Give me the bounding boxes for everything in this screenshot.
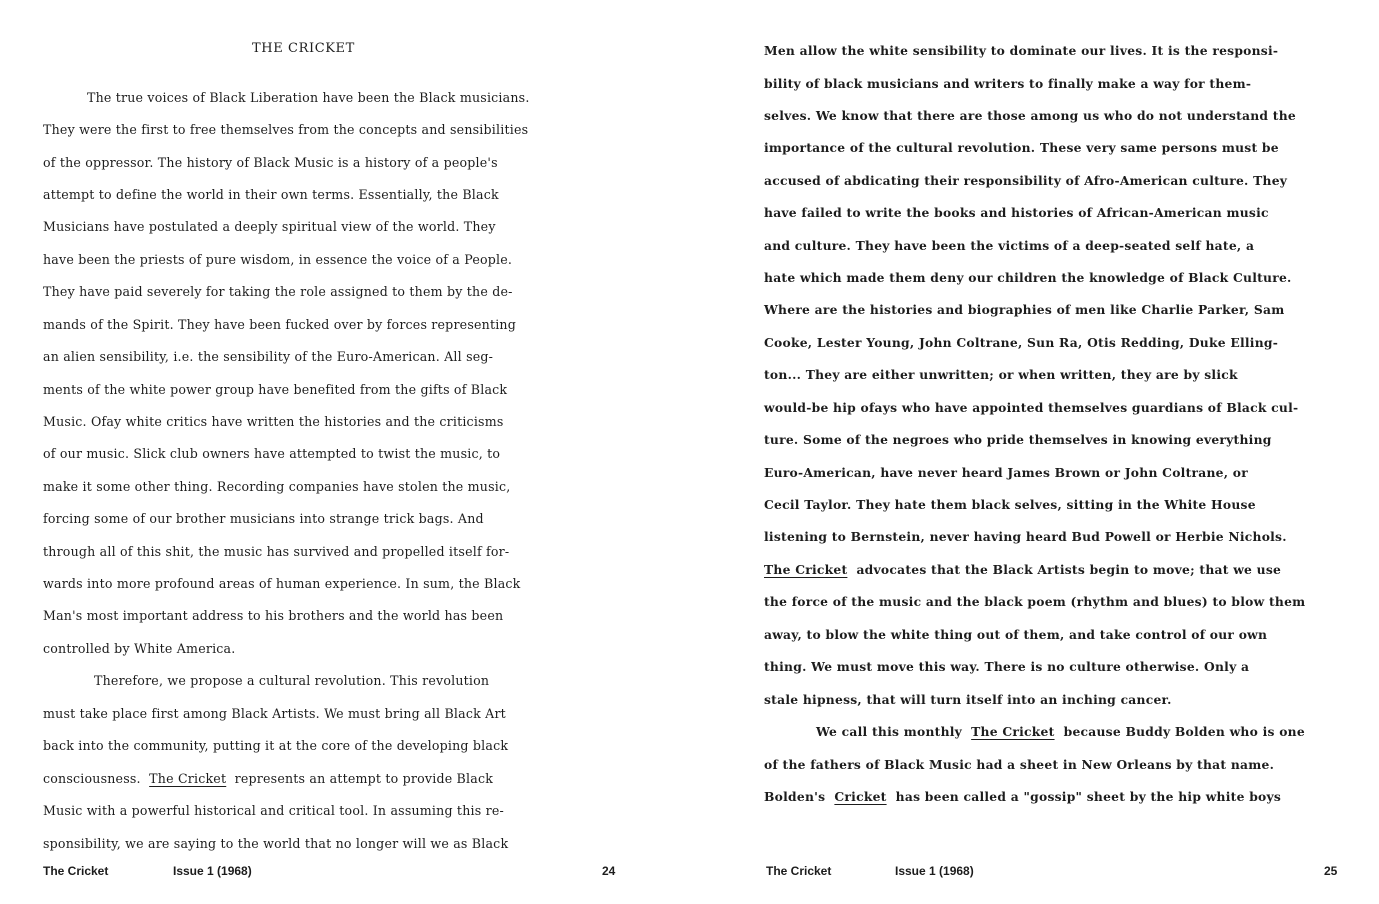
text-line: of the fathers of Black Music had a sheet in New Orleans by that name. [764,757,1275,772]
text-line: an alien sensibility, i.e. the sensibility of the Euro-American. All seg- [43,349,494,364]
text-segment: Bolden's [764,789,826,804]
text-line: bility of black musicians and writers to finally make a way for them- [764,76,1252,91]
text-line: listening to Bernstein, never having heard Bud Powell or Herbie Nichols. [764,529,1287,544]
text-line: mands of the Spirit. They have been fucked over by forces representing [43,317,517,332]
text-line: Where are the histories and biographies of men like Charlie Parker, Sam [764,302,1285,317]
footer-page-number: 24 [602,864,616,878]
text-line: Euro-American, have never heard James Brown or John Coltrane, or [764,465,1248,480]
text-line: hate which made them deny our children the knowledge of Black Culture. [764,270,1292,285]
text-line: back into the community, putting it at the core of the developing black [43,738,509,753]
text-line: Cooke, Lester Young, John Coltrane, Sun Ra, Otis Redding, Duke Elling- [764,335,1279,350]
text-segment: has been called a "gossip" sheet by the hip white boys [895,789,1282,804]
text-line: stale hipness, that will turn itself into an inching cancer. [764,692,1172,707]
text-line: ments of the white power group have benefited from the gifts of Black [43,382,508,397]
text-segment: because Buddy Bolden who is one [1063,724,1305,739]
cricket-title-underlined: The Cricket [764,562,848,577]
text-line: The true voices of Black Liberation have been the Black musicians. [87,90,530,105]
text-line: They were the first to free themselves from the concepts and sensibilities [43,122,529,137]
text-line: They have paid severely for taking the role assigned to them by the de- [43,284,513,299]
left-page [0,0,680,904]
text-line [764,562,1281,578]
cricket-title-underlined: The Cricket [149,771,227,786]
text-line: accused of abdicating their responsibility of Afro-American culture. They [764,173,1288,188]
footer-publication: The Cricket [766,864,832,878]
footer-issue: Issue 1 (1968) [895,864,974,878]
text-segment: represents an attempt to provide Black [234,771,494,786]
text-line: Music. Ofay white critics have written the histories and the criticisms [43,414,504,429]
text-line: sponsibility, we are saying to the world that no longer will we as Black [43,836,509,851]
text-line [816,724,1305,740]
footer-page-number: 25 [1324,864,1338,878]
text-line: make it some other thing. Recording companies have stolen the music, [43,479,511,494]
text-line: Men allow the white sensibility to dominate our lives. It is the responsi- [764,43,1279,58]
text-line [764,789,1281,805]
text-line: would-be hip ofays who have appointed themselves guardians of Black cul- [764,400,1299,415]
text-line: attempt to define the world in their own terms. Essentially, the Black [43,187,499,202]
text-line: ture. Some of the negroes who pride themselves in knowing everything [764,432,1272,447]
text-line: thing. We must move this way. There is no culture otherwise. Only a [764,659,1250,674]
text-line: through all of this shit, the music has survived and propelled itself for- [43,544,510,559]
text-line: Musicians have postulated a deeply spiritual view of the world. They [43,219,496,234]
text-line: importance of the cultural revolution. These very same persons must be [764,140,1279,155]
text-line: of the oppressor. The history of Black Music is a history of a people's [43,155,498,170]
text-line: selves. We know that there are those among us who do not understand the [764,108,1296,123]
footer-publication: The Cricket [43,864,109,878]
text-line: away, to blow the white thing out of them, and take control of our own [764,627,1268,642]
text-segment: advocates that the Black Artists begin to move; that we use [856,562,1282,577]
text-line [43,771,493,787]
text-line: have been the priests of pure wisdom, in essence the voice of a People. [43,252,513,267]
cricket-title-underlined: Cricket [834,789,887,804]
text-line: of our music. Slick club owners have attempted to twist the music, to [43,446,501,461]
text-line: Therefore, we propose a cultural revolution. This revolution [94,673,490,688]
footer-issue: Issue 1 (1968) [173,864,252,878]
text-segment: We call this monthly [816,724,963,739]
text-segment: consciousness. [43,771,141,786]
cricket-title-underlined: The Cricket [971,724,1055,739]
text-line: Music with a powerful historical and critical tool. In assuming this re- [43,803,504,818]
text-line: controlled by White America. [43,641,236,656]
text-line: ton... They are either unwritten; or when written, they are by slick [764,367,1238,382]
text-line: wards into more profound areas of human experience. In sum, the Black [43,576,521,591]
text-line: have failed to write the books and histories of African-American music [764,205,1269,220]
text-line: must take place first among Black Artists. We must bring all Black Art [43,706,506,721]
text-line: the force of the music and the black poem (rhythm and blues) to blow them [764,594,1306,609]
right-page [720,0,1379,904]
text-line: Cecil Taylor. They hate them black selves, sitting in the White House [764,497,1256,512]
text-line: and culture. They have been the victims of a deep-seated self hate, a [764,238,1255,253]
text-line: forcing some of our brother musicians into strange trick bags. And [43,511,484,526]
page-title: THE CRICKET [252,41,355,56]
text-line: Man's most important address to his brothers and the world has been [43,608,504,623]
